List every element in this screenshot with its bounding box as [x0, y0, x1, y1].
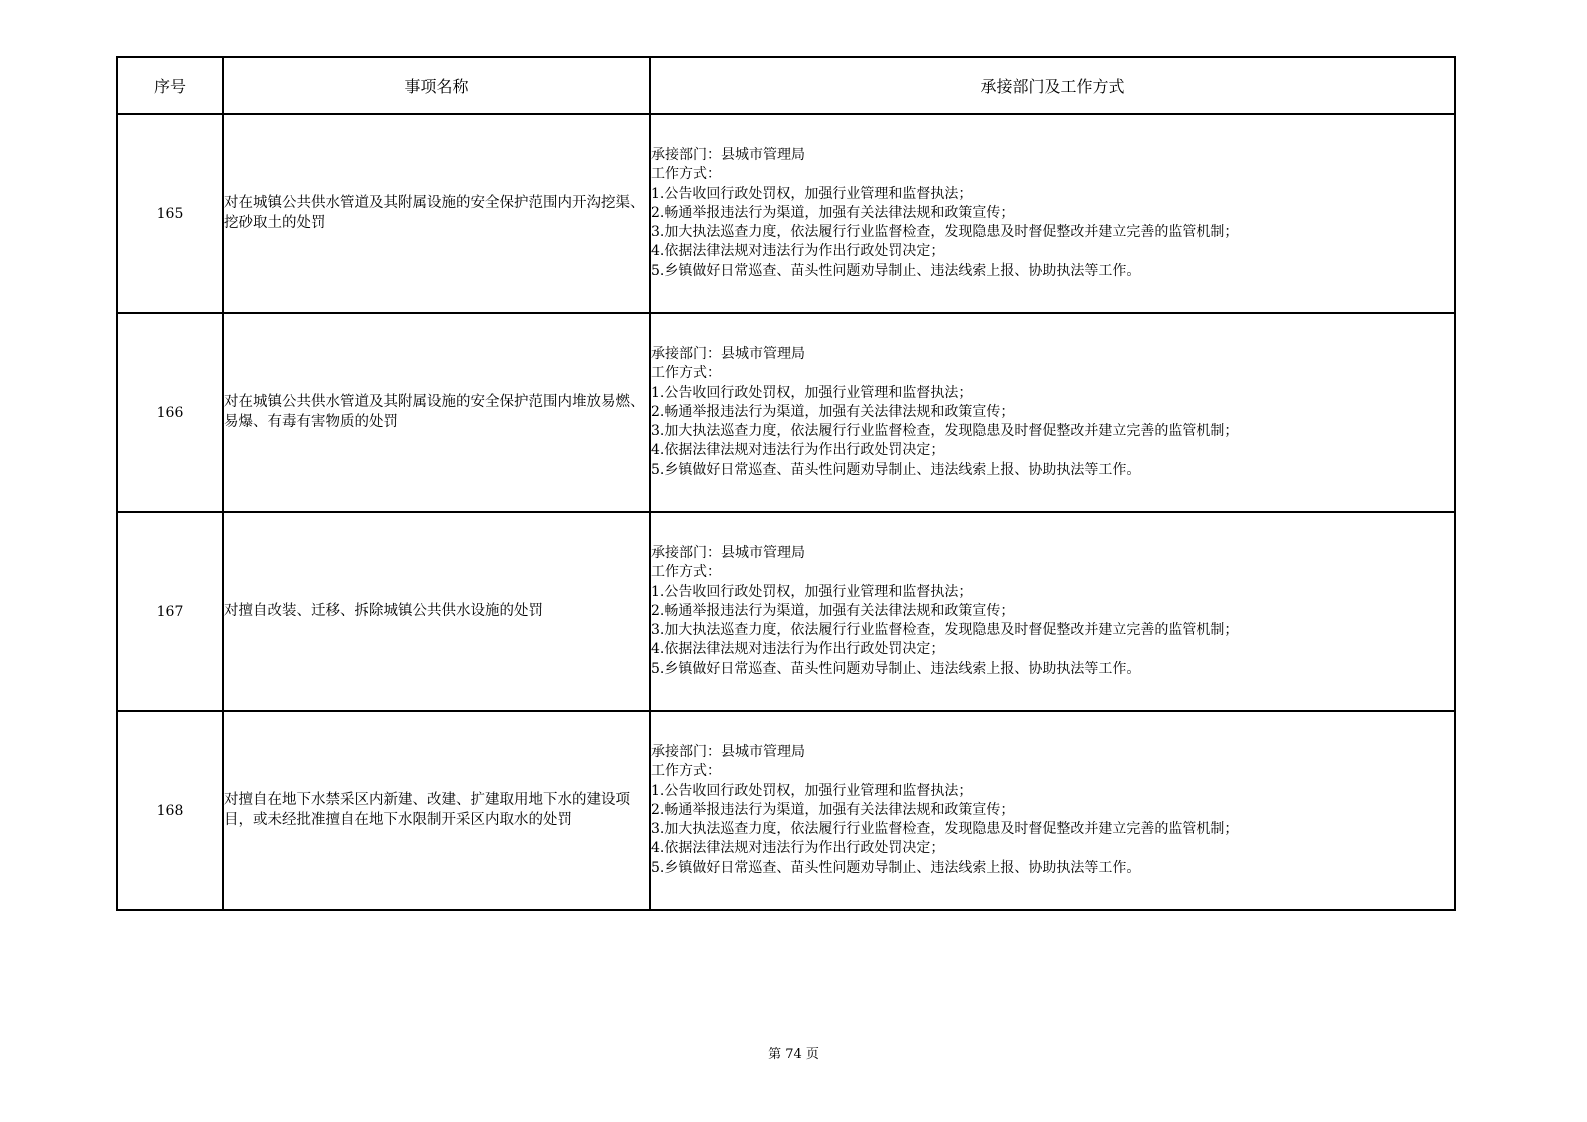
table-row: [117, 114, 1455, 313]
dept-line: 2.畅通举报违法行为渠道，加强有关法律法规和政策宣传；: [651, 801, 1015, 818]
dept-line: 工作方式：: [651, 365, 721, 382]
header-item-name: 事项名称: [223, 57, 650, 114]
row-serial-number: 165: [117, 114, 223, 313]
dept-line: 工作方式：: [651, 763, 721, 780]
row-item-name: 对擅自改装、迁移、拆除城镇公共供水设施的处罚: [223, 512, 650, 711]
dept-line: 4.依据法律法规对违法行为作出行政处罚决定；: [651, 641, 945, 658]
table-row: [117, 313, 1455, 512]
dept-line: 3.加大执法巡查力度，依法履行行业监督检查，发现隐患及时督促整改并建立完善的监管机制；: [651, 224, 1239, 241]
dept-line: 1.公告收回行政处罚权，加强行业管理和监督执法；: [651, 185, 973, 202]
dept-line: 承接部门：县城市管理局: [651, 545, 805, 562]
table-row: [117, 711, 1455, 910]
table-header-row: [117, 57, 1455, 114]
dept-line: 承接部门：县城市管理局: [651, 346, 805, 363]
dept-line: 工作方式：: [651, 166, 721, 183]
dept-line: 承接部门：县城市管理局: [651, 744, 805, 761]
dept-line: 3.加大执法巡查力度，依法履行行业监督检查，发现隐患及时督促整改并建立完善的监管机制；: [651, 821, 1239, 838]
dept-line: 5.乡镇做好日常巡查、苗头性问题劝导制止、违法线索上报、协助执法等工作。: [651, 859, 1141, 876]
dept-line: 5.乡镇做好日常巡查、苗头性问题劝导制止、违法线索上报、协助执法等工作。: [651, 262, 1141, 279]
dept-line: 5.乡镇做好日常巡查、苗头性问题劝导制止、违法线索上报、协助执法等工作。: [651, 660, 1141, 677]
dept-line: 5.乡镇做好日常巡查、苗头性问题劝导制止、违法线索上报、协助执法等工作。: [651, 461, 1141, 478]
row-serial-number: 167: [117, 512, 223, 711]
row-department-method: [650, 512, 1455, 711]
dept-line: 4.依据法律法规对违法行为作出行政处罚决定；: [651, 840, 945, 857]
table-row: [117, 512, 1455, 711]
dept-line: 2.畅通举报违法行为渠道，加强有关法律法规和政策宣传；: [651, 403, 1015, 420]
dept-line: 2.畅通举报违法行为渠道，加强有关法律法规和政策宣传；: [651, 602, 1015, 619]
page-number: 第 74 页: [768, 1047, 819, 1062]
row-item-name: 对在城镇公共供水管道及其附属设施的安全保护范围内开沟挖渠、挖砂取土的处罚: [223, 114, 650, 313]
header-serial-number: 序号: [117, 57, 223, 114]
row-serial-number: 168: [117, 711, 223, 910]
dept-line: 承接部门：县城市管理局: [651, 147, 805, 164]
dept-line: 3.加大执法巡查力度，依法履行行业监督检查，发现隐患及时督促整改并建立完善的监管机制；: [651, 622, 1239, 639]
dept-line: 4.依据法律法规对违法行为作出行政处罚决定；: [651, 243, 945, 260]
dept-line: 1.公告收回行政处罚权，加强行业管理和监督执法；: [651, 583, 973, 600]
row-department-method: [650, 711, 1455, 910]
dept-line: 1.公告收回行政处罚权，加强行业管理和监督执法；: [651, 782, 973, 799]
header-department-method: 承接部门及工作方式: [650, 57, 1455, 114]
row-item-name: 对擅自在地下水禁采区内新建、改建、扩建取用地下水的建设项目，或未经批准擅自在地下水限制开采区内取水的处罚: [223, 711, 650, 910]
row-department-method: [650, 313, 1455, 512]
items-table: [116, 56, 1456, 911]
row-serial-number: 166: [117, 313, 223, 512]
dept-line: 1.公告收回行政处罚权，加强行业管理和监督执法；: [651, 384, 973, 401]
dept-line: 4.依据法律法规对违法行为作出行政处罚决定；: [651, 442, 945, 459]
row-item-name: 对在城镇公共供水管道及其附属设施的安全保护范围内堆放易燃、易爆、有毒有害物质的处罚: [223, 313, 650, 512]
row-department-method: [650, 114, 1455, 313]
dept-line: 3.加大执法巡查力度，依法履行行业监督检查，发现隐患及时督促整改并建立完善的监管机制；: [651, 423, 1239, 440]
dept-line: 工作方式：: [651, 564, 721, 581]
dept-line: 2.畅通举报违法行为渠道，加强有关法律法规和政策宣传；: [651, 204, 1015, 221]
